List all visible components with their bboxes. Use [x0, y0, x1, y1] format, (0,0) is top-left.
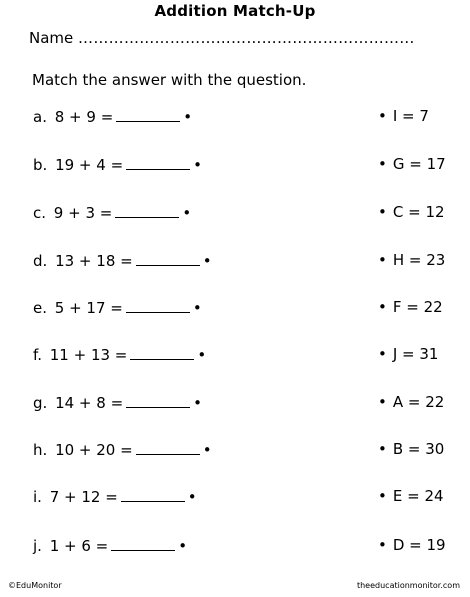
match-dot-left[interactable]: • — [197, 346, 207, 364]
match-dot-left[interactable]: • — [183, 108, 193, 126]
name-label: Name — [29, 29, 74, 47]
question-label: j. — [33, 537, 42, 555]
match-dot-right[interactable]: • — [378, 487, 387, 505]
footer-website: theeducationmonitor.com — [356, 581, 460, 590]
question-label: e. — [33, 299, 47, 317]
answer-option — [378, 155, 446, 175]
answer-text: I = 7 — [392, 107, 429, 125]
answer-blank[interactable] — [126, 298, 190, 313]
question-row — [33, 345, 206, 365]
question-expression: 8 + 9 = — [54, 108, 114, 126]
answer-option — [378, 107, 429, 127]
answer-text: D = 19 — [392, 536, 446, 554]
answer-text: F = 22 — [392, 298, 443, 316]
answer-blank[interactable] — [136, 251, 200, 266]
match-dot-left[interactable]: • — [193, 156, 203, 174]
question-row — [33, 203, 191, 223]
match-dot-right[interactable]: • — [378, 298, 387, 316]
question-row — [33, 251, 212, 271]
question-expression: 11 + 13 = — [49, 346, 128, 364]
name-line — [29, 29, 415, 47]
question-label: i. — [33, 488, 42, 506]
match-dot-left[interactable]: • — [192, 299, 202, 317]
answer-option — [378, 536, 446, 556]
match-dot-left[interactable]: • — [178, 537, 188, 555]
answer-blank[interactable] — [136, 440, 200, 455]
match-dot-left[interactable]: • — [193, 394, 203, 412]
answer-option — [378, 487, 444, 507]
question-row — [33, 393, 202, 413]
worksheet-title: Addition Match-Up — [154, 2, 316, 20]
answer-option — [378, 345, 438, 365]
match-dot-right[interactable]: • — [378, 203, 387, 221]
answer-text: G = 17 — [392, 155, 446, 173]
match-dot-right[interactable]: • — [378, 536, 387, 554]
answer-text: C = 12 — [392, 203, 445, 221]
answer-blank[interactable] — [111, 536, 175, 551]
answer-blank[interactable] — [130, 345, 194, 360]
question-label: c. — [33, 204, 47, 222]
match-dot-left[interactable]: • — [182, 204, 192, 222]
match-dot-left[interactable]: • — [202, 252, 212, 270]
question-row — [33, 536, 187, 556]
question-row — [33, 440, 212, 460]
question-expression: 7 + 12 = — [49, 488, 118, 506]
answer-text: E = 24 — [392, 487, 444, 505]
question-label: h. — [33, 441, 48, 459]
match-dot-right[interactable]: • — [378, 440, 387, 458]
answer-option — [378, 393, 444, 413]
answer-blank[interactable] — [121, 487, 185, 502]
answer-text: B = 30 — [392, 440, 445, 458]
match-dot-right[interactable]: • — [378, 155, 387, 173]
question-expression: 19 + 4 = — [55, 156, 124, 174]
answer-text: A = 22 — [392, 393, 445, 411]
answer-blank[interactable] — [116, 107, 180, 122]
question-row — [33, 487, 197, 507]
question-expression: 1 + 6 = — [49, 537, 109, 555]
question-expression: 10 + 20 = — [55, 441, 133, 459]
answer-text: J = 31 — [392, 345, 439, 363]
answer-option — [378, 440, 444, 460]
match-dot-left[interactable]: • — [202, 441, 212, 459]
answer-option — [378, 203, 445, 223]
question-row — [33, 298, 202, 318]
answer-blank[interactable] — [115, 203, 179, 218]
footer-copyright: ©EduMonitor — [8, 581, 62, 590]
question-label: a. — [33, 108, 47, 126]
answer-option — [378, 298, 443, 318]
match-dot-right[interactable]: • — [378, 393, 387, 411]
answer-option — [378, 251, 445, 271]
match-dot-right[interactable]: • — [378, 251, 387, 269]
answer-text: H = 23 — [392, 251, 446, 269]
question-row — [33, 155, 202, 175]
question-label: d. — [33, 252, 48, 270]
question-label: f. — [33, 346, 42, 364]
question-label: b. — [33, 156, 48, 174]
answer-blank[interactable] — [126, 155, 190, 170]
question-expression: 5 + 17 = — [54, 299, 123, 317]
instructions: Match the answer with the question. — [32, 71, 307, 89]
name-dotted-line: ………………………………………………………... — [78, 29, 415, 47]
match-dot-left[interactable]: • — [187, 488, 197, 506]
match-dot-right[interactable]: • — [378, 345, 387, 363]
question-expression: 13 + 18 = — [55, 252, 133, 270]
question-row — [33, 107, 192, 127]
answer-blank[interactable] — [126, 393, 190, 408]
question-label: g. — [33, 394, 48, 412]
question-expression: 14 + 8 = — [55, 394, 124, 412]
question-expression: 9 + 3 = — [53, 204, 113, 222]
match-dot-right[interactable]: • — [378, 107, 387, 125]
